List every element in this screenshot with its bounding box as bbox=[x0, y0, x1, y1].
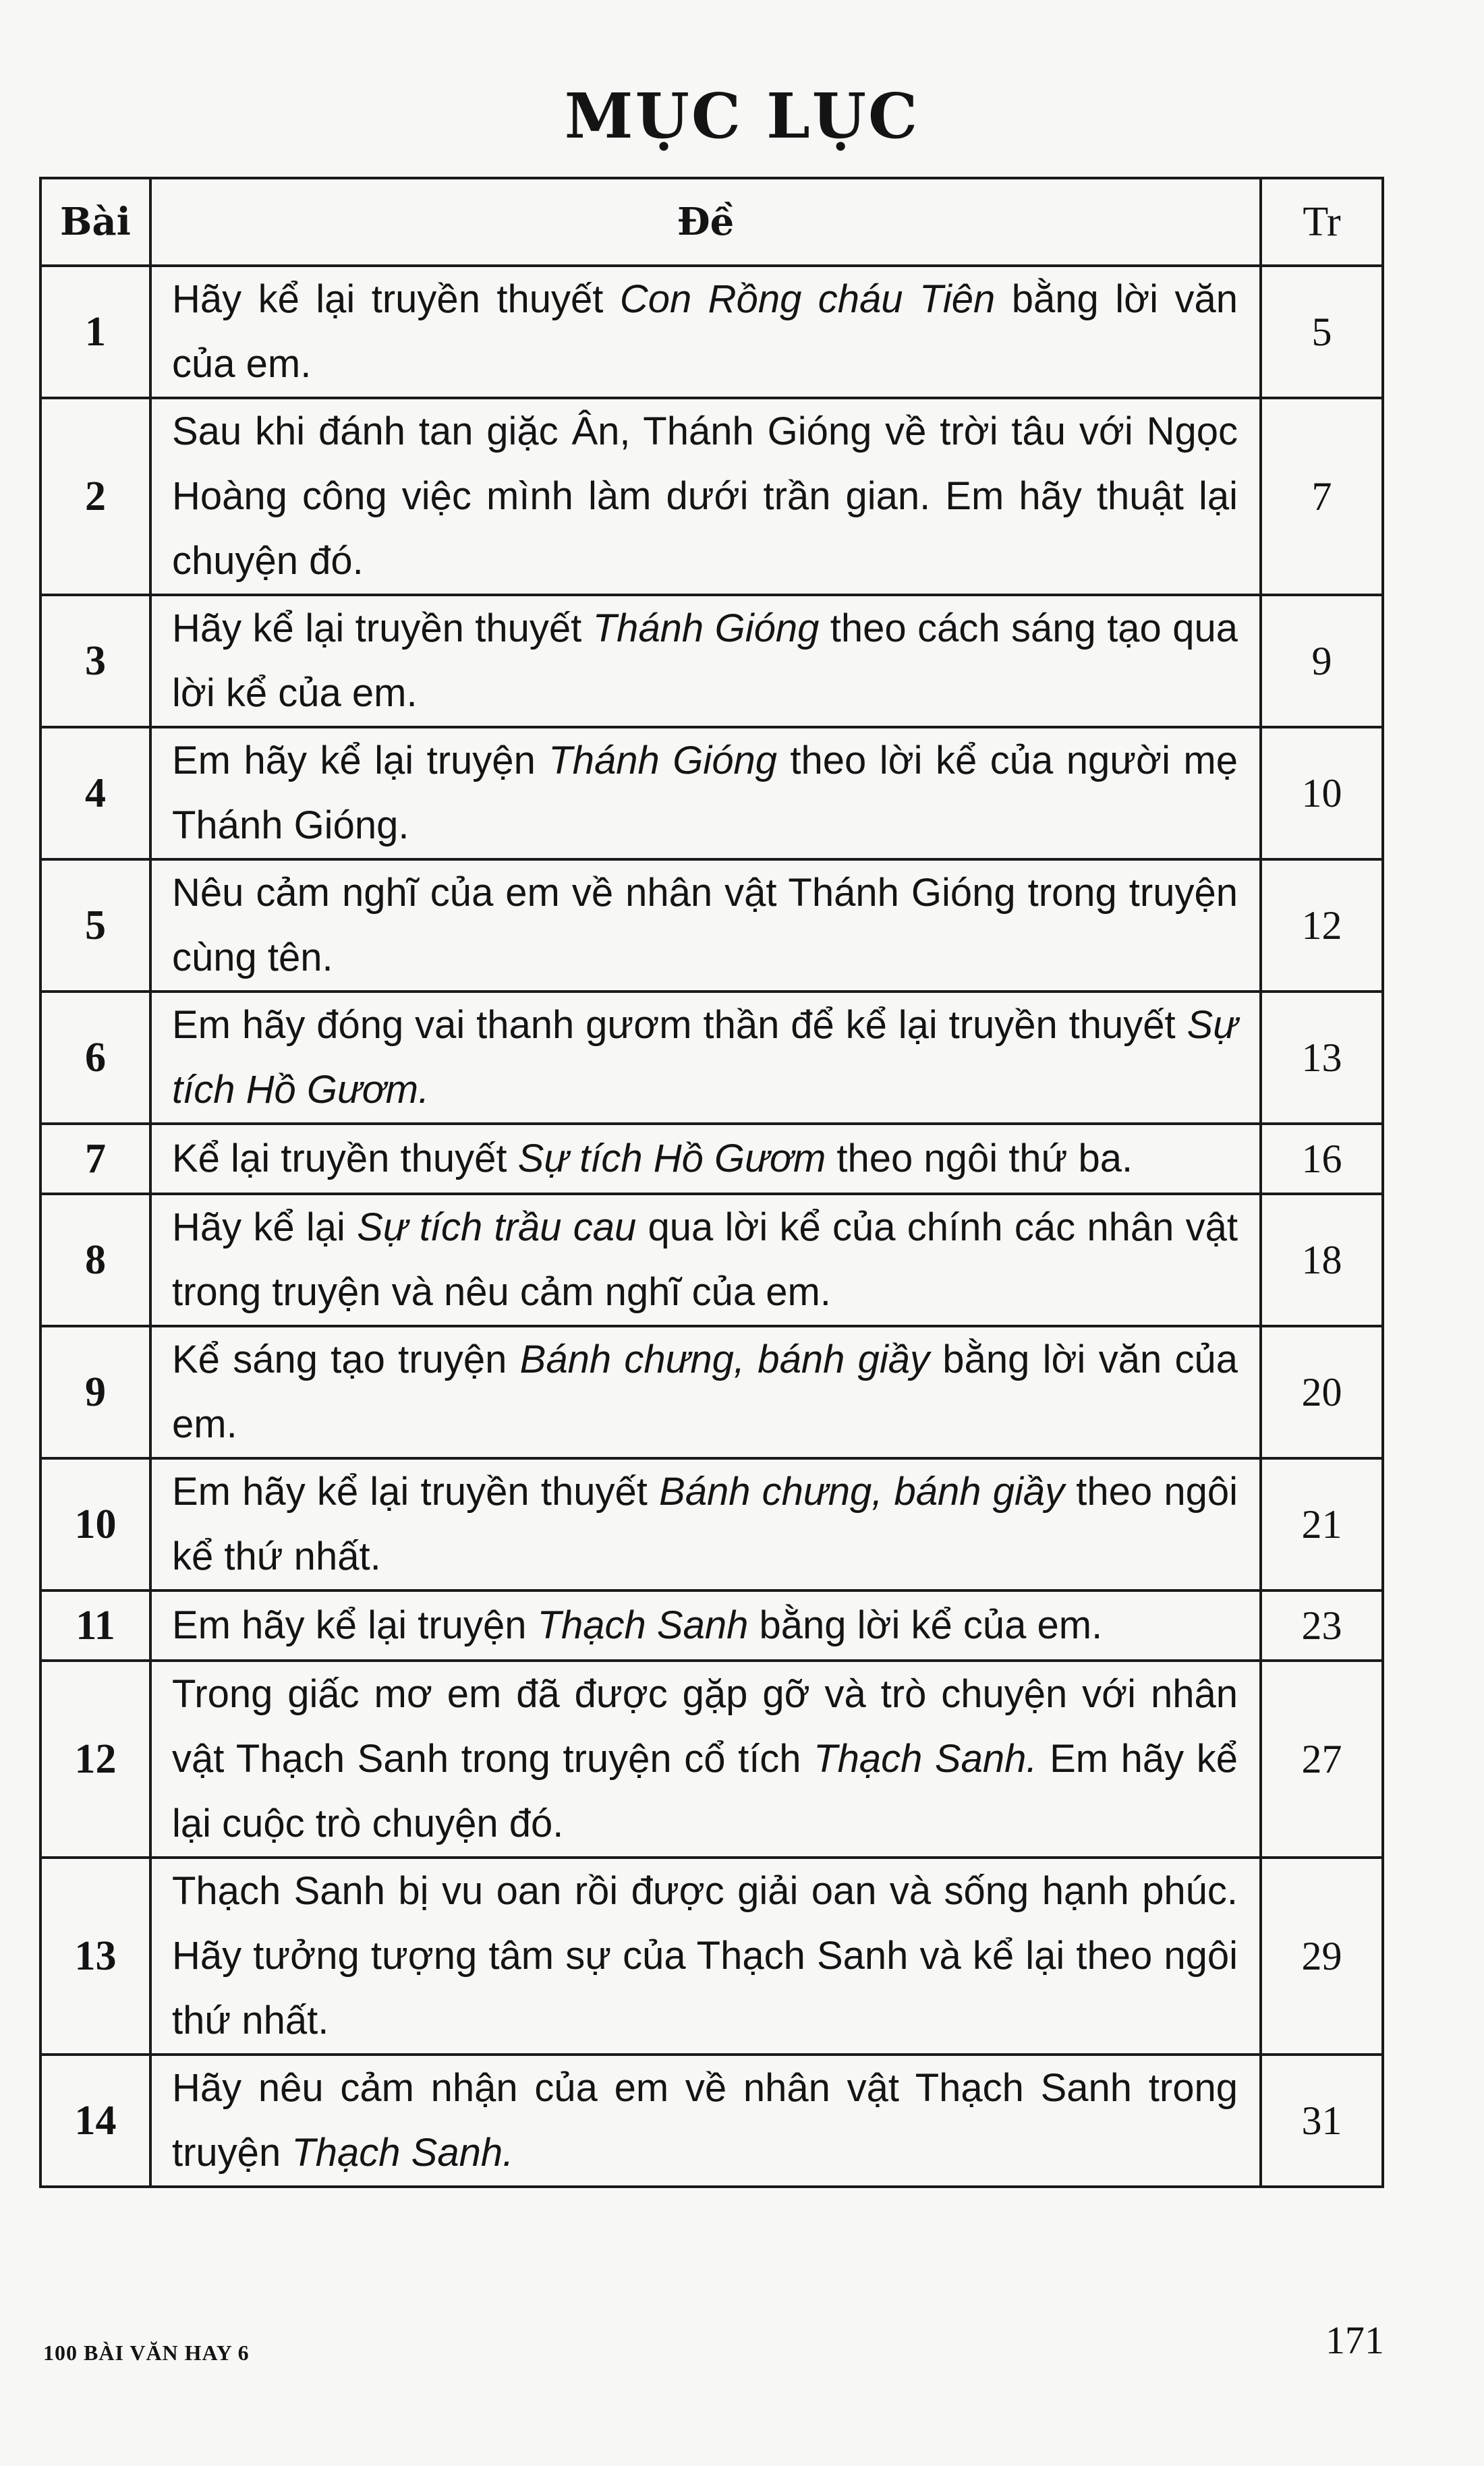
topic-title-italic: Thạch Sanh. bbox=[291, 2131, 514, 2175]
lesson-topic bbox=[150, 727, 1261, 859]
page-number: 171 bbox=[1325, 2318, 1384, 2362]
lesson-number: 5 bbox=[40, 859, 150, 992]
topic-text: Em hãy kể lại truyện bbox=[172, 1603, 538, 1647]
topic-text: theo ngôi kể thứ nhất. bbox=[172, 1470, 1238, 1578]
topic-text: Trong giấc mơ em đã được gặp gỡ và trò chuyện với nhân vật Thạch Sanh trong truyện cổ tích bbox=[172, 1672, 1238, 1781]
header-lesson: Bài bbox=[40, 178, 150, 266]
page-ref: 18 bbox=[1261, 1194, 1383, 1326]
page-ref: 27 bbox=[1261, 1661, 1383, 1858]
lesson-topic bbox=[150, 1124, 1261, 1194]
lesson-topic bbox=[150, 1326, 1261, 1458]
page-ref: 13 bbox=[1261, 992, 1383, 1124]
topic-text: bằng lời văn của em. bbox=[172, 1338, 1238, 1446]
table-row bbox=[40, 727, 1383, 859]
table-row bbox=[40, 1661, 1383, 1858]
topic-text: theo cách sáng tạo qua lời kể của em. bbox=[172, 606, 1238, 715]
lesson-number: 14 bbox=[40, 2055, 150, 2187]
topic-title-italic: Thánh Gióng bbox=[592, 606, 820, 650]
topic-text: bằng lời kể của em. bbox=[748, 1603, 1103, 1647]
page-ref: 31 bbox=[1261, 2055, 1383, 2187]
topic-title-italic: Bánh chưng, bánh giầy bbox=[659, 1470, 1065, 1514]
topic-text: qua lời kể của chính các nhân vật trong truyện và nêu cảm nghĩ của em. bbox=[172, 1205, 1238, 1314]
lesson-number: 2 bbox=[40, 398, 150, 595]
lesson-topic bbox=[150, 595, 1261, 727]
topic-title-italic: Sự tích Hồ Gươm bbox=[517, 1137, 826, 1180]
header-page: Tr bbox=[1261, 178, 1383, 266]
lesson-topic bbox=[150, 1858, 1261, 2055]
topic-text: Hãy kể lại truyền thuyết bbox=[172, 606, 593, 650]
topic-text: Nêu cảm nghĩ của em về nhân vật Thánh Gióng trong truyện cùng tên. bbox=[172, 871, 1238, 979]
topic-text: Hãy kể lại bbox=[172, 1205, 358, 1249]
topic-text: Em hãy kể lại cuộc trò chuyện đó. bbox=[172, 1737, 1238, 1845]
table-row bbox=[40, 859, 1383, 992]
toc-table bbox=[39, 177, 1384, 2188]
topic-text: Em hãy kể lại truyện bbox=[172, 739, 549, 782]
lesson-number: 3 bbox=[40, 595, 150, 727]
table-row bbox=[40, 1458, 1383, 1590]
topic-text: bằng lời văn của em. bbox=[172, 277, 1238, 386]
topic-text: theo ngôi thứ ba. bbox=[826, 1137, 1133, 1180]
lesson-number: 10 bbox=[40, 1458, 150, 1590]
lesson-topic bbox=[150, 2055, 1261, 2187]
page-ref: 9 bbox=[1261, 595, 1383, 727]
topic-text: Kể sáng tạo truyện bbox=[172, 1338, 520, 1381]
table-row bbox=[40, 1858, 1383, 2055]
topic-text: Thạch Sanh bị vu oan rồi được giải oan và sống hạnh phúc. Hãy tưởng tượng tâm sự của Thạch Sanh và kể lại theo ngôi thứ nhất. bbox=[172, 1869, 1238, 2042]
table-row bbox=[40, 1326, 1383, 1458]
table-row bbox=[40, 595, 1383, 727]
page-ref: 21 bbox=[1261, 1458, 1383, 1590]
book-title-footer: 100 BÀI VĂN HAY 6 bbox=[43, 2341, 250, 2365]
toc-body bbox=[40, 266, 1383, 2187]
page-ref: 29 bbox=[1261, 1858, 1383, 2055]
topic-title-italic: Sự tích Hồ Gươm. bbox=[172, 1003, 1238, 1112]
topic-text: Sau khi đánh tan giặc Ân, Thánh Gióng về trời tâu với Ngọc Hoàng công việc mình làm dưới trần gian. Em hãy thuật lại chuyện đó. bbox=[172, 409, 1238, 583]
table-row bbox=[40, 2055, 1383, 2187]
lesson-number: 8 bbox=[40, 1194, 150, 1326]
topic-title-italic: Thánh Gióng bbox=[548, 739, 777, 782]
lesson-topic bbox=[150, 1194, 1261, 1326]
lesson-topic bbox=[150, 992, 1261, 1124]
page-ref: 20 bbox=[1261, 1326, 1383, 1458]
lesson-number: 12 bbox=[40, 1661, 150, 1858]
page-ref: 10 bbox=[1261, 727, 1383, 859]
topic-text: Em hãy đóng vai thanh gươm thần để kể lại truyền thuyết bbox=[172, 1003, 1187, 1047]
page-ref: 7 bbox=[1261, 398, 1383, 595]
header-topic: Đề bbox=[150, 178, 1261, 266]
table-row bbox=[40, 1124, 1383, 1194]
lesson-number: 11 bbox=[40, 1590, 150, 1661]
table-row bbox=[40, 992, 1383, 1124]
page-ref: 12 bbox=[1261, 859, 1383, 992]
topic-text: theo lời kể của người mẹ Thánh Gióng. bbox=[172, 739, 1238, 847]
lesson-topic bbox=[150, 266, 1261, 398]
table-row bbox=[40, 1590, 1383, 1661]
topic-title-italic: Thạch Sanh bbox=[537, 1603, 749, 1647]
table-row bbox=[40, 266, 1383, 398]
lesson-topic bbox=[150, 1458, 1261, 1590]
topic-title-italic: Thạch Sanh. bbox=[814, 1737, 1037, 1781]
lesson-topic bbox=[150, 1661, 1261, 1858]
lesson-number: 9 bbox=[40, 1326, 150, 1458]
page-ref: 23 bbox=[1261, 1590, 1383, 1661]
topic-text: Kể lại truyền thuyết bbox=[172, 1137, 518, 1180]
topic-text: Hãy kể lại truyền thuyết bbox=[172, 277, 620, 321]
table-row bbox=[40, 398, 1383, 595]
topic-text: Hãy nêu cảm nhận của em về nhân vật Thạch Sanh trong truyện bbox=[172, 2066, 1238, 2175]
lesson-topic bbox=[150, 398, 1261, 595]
page-ref: 16 bbox=[1261, 1124, 1383, 1194]
page-ref: 5 bbox=[1261, 266, 1383, 398]
page-title: MỤC LỤC bbox=[564, 80, 920, 152]
lesson-number: 7 bbox=[40, 1124, 150, 1194]
table-row bbox=[40, 1194, 1383, 1326]
lesson-number: 6 bbox=[40, 992, 150, 1124]
lesson-number: 1 bbox=[40, 266, 150, 398]
lesson-topic bbox=[150, 859, 1261, 992]
topic-text: Em hãy kể lại truyền thuyết bbox=[172, 1470, 660, 1514]
topic-title-italic: Con Rồng cháu Tiên bbox=[619, 277, 996, 321]
lesson-number: 4 bbox=[40, 727, 150, 859]
topic-title-italic: Sự tích trầu cau bbox=[357, 1205, 637, 1249]
table-header-row bbox=[40, 178, 1383, 266]
lesson-number: 13 bbox=[40, 1858, 150, 2055]
topic-title-italic: Bánh chưng, bánh giầy bbox=[519, 1338, 930, 1381]
lesson-topic bbox=[150, 1590, 1261, 1661]
